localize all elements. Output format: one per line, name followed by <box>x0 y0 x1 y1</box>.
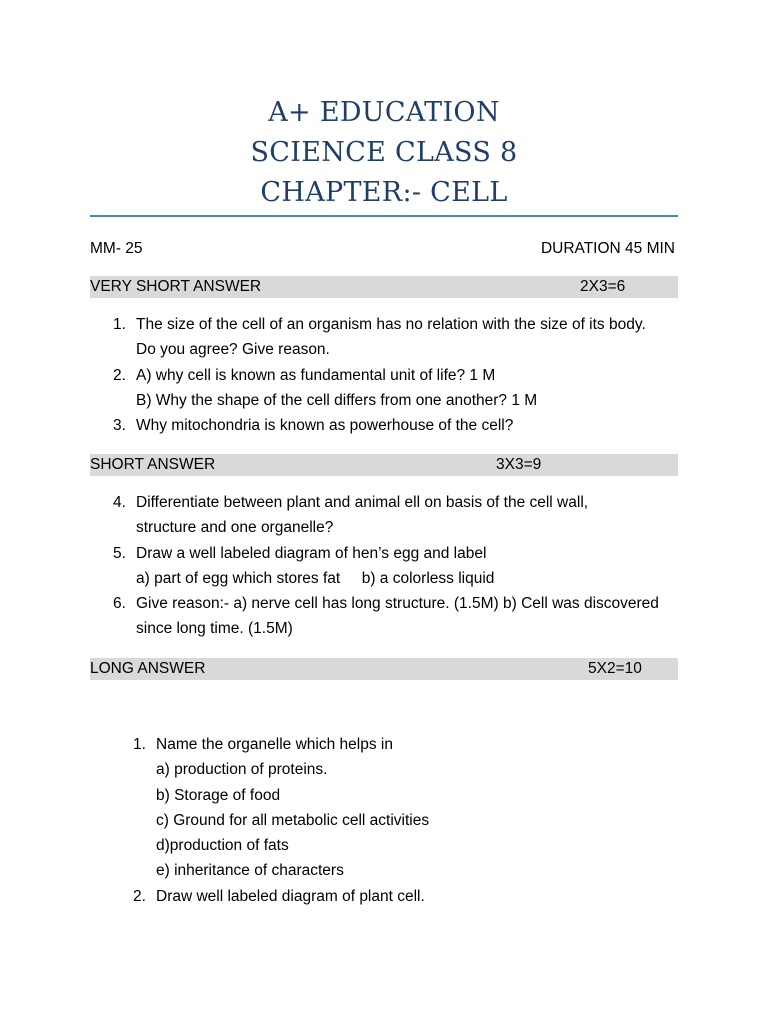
question-number: 1. <box>113 316 126 333</box>
section-marks: 2X3=6 <box>580 278 626 295</box>
section-header-long <box>90 658 678 680</box>
question-text: Why mitochondria is known as powerhouse of the cell? <box>136 417 514 435</box>
question-subpart: a) production of proteins. <box>156 761 328 779</box>
question-text: Give reason:- a) nerve cell has long structure. (1.5M) b) Cell was discovered <box>136 595 659 613</box>
question-item <box>113 591 659 642</box>
section-header-very-short <box>90 276 678 298</box>
title-divider <box>90 215 678 217</box>
question-text: Draw well labeled diagram of plant cell. <box>156 887 425 905</box>
max-marks: MM- 25 <box>90 240 143 257</box>
section-title: LONG ANSWER <box>90 660 206 677</box>
question-text: Draw a well labeled diagram of hen’s egg and label <box>136 544 487 562</box>
question-item <box>113 312 646 363</box>
question-subpart: d)production of fats <box>156 837 289 855</box>
question-text: since long time. (1.5M) <box>136 620 293 638</box>
document-title <box>0 93 768 213</box>
question-item <box>133 884 429 909</box>
question-text: Differentiate between plant and animal ell on basis of the cell wall, <box>136 494 589 511</box>
title-line-class: SCIENCE CLASS 8 <box>250 137 518 168</box>
question-number: 1. <box>133 736 146 753</box>
question-text: A) why cell is known as fundamental unit of life? 1 M <box>136 366 496 384</box>
question-number: 5. <box>113 544 126 562</box>
exam-meta <box>90 238 675 260</box>
question-item <box>113 490 659 541</box>
question-text: Name the organelle which helps in <box>156 736 393 753</box>
question-text: a) part of egg which stores fat b) a colorless liquid <box>136 569 495 587</box>
question-text: structure and one organelle? <box>136 519 334 537</box>
question-item <box>113 413 646 438</box>
section-header-short <box>90 454 678 476</box>
section-marks: 5X2=10 <box>588 660 642 677</box>
duration: DURATION 45 MIN <box>540 240 675 257</box>
question-subpart: e) inheritance of characters <box>156 862 344 880</box>
question-number: 6. <box>113 595 126 613</box>
section-marks: 3X3=9 <box>496 456 542 473</box>
question-number: 4. <box>113 494 126 511</box>
question-item <box>133 732 430 884</box>
question-text: Do you agree? Give reason. <box>136 341 330 359</box>
question-list-very-short <box>113 312 646 438</box>
question-subpart: b) Storage of food <box>156 786 281 804</box>
question-list-long <box>133 732 430 909</box>
question-list-short <box>113 490 659 642</box>
title-line-chapter: CHAPTER:- CELL <box>260 177 508 208</box>
title-line-school: A+ EDUCATION <box>268 97 500 128</box>
question-number: 2. <box>133 887 146 905</box>
question-number: 2. <box>113 366 126 384</box>
question-number: 3. <box>113 417 126 435</box>
question-subpart: c) Ground for all metabolic cell activities <box>156 811 430 829</box>
section-title: VERY SHORT ANSWER <box>90 278 262 295</box>
question-text: The size of the cell of an organism has no relation with the size of its body. <box>136 316 646 333</box>
question-item <box>113 363 646 414</box>
question-text: B) Why the shape of the cell differs from one another? 1 M <box>136 391 538 409</box>
question-item <box>113 541 659 592</box>
section-title: SHORT ANSWER <box>90 456 216 473</box>
